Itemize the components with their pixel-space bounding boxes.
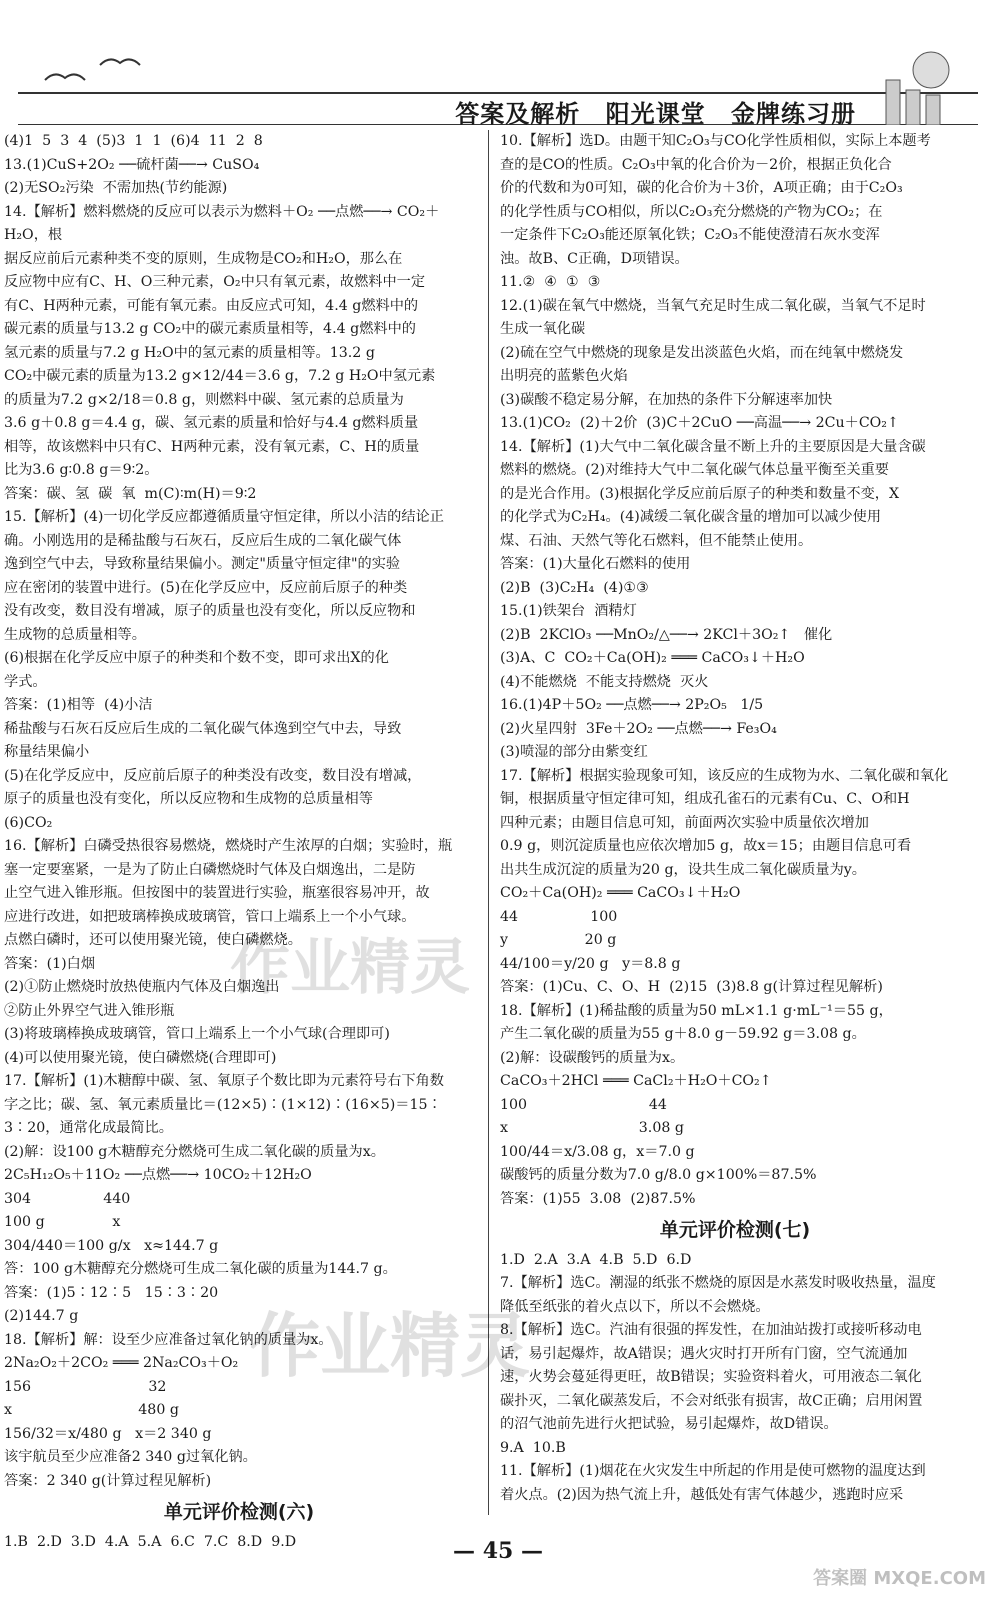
text-line: 的化学性质与CO相似，所以C₂O₃充分燃烧的产物为CO₂；在	[500, 203, 883, 220]
text-line: 碳酸钙的质量分数为7.0 g/8.0 g×100%＝87.5%	[500, 1167, 817, 1183]
text-line: 燃料的燃烧。(2)对维持大气中二氧化碳气体总量平衡至关重要	[500, 462, 889, 478]
text-line: (2)①防止燃烧时放热使瓶内气体及白烟逸出	[4, 979, 280, 995]
unit6-answers: 1.B 2.D 3.D 4.A 5.A 6.C 7.C 8.D 9.D	[4, 1533, 297, 1550]
text-line: 着火点。(2)因为热气流上升，越低处有害气体越少，逃跑时应采	[500, 1486, 904, 1503]
header-title-answers: 答案及解析	[455, 100, 581, 128]
text-line: (4)1 5 3 4 (5)3 1 1 (6)4 11 2 8	[4, 133, 263, 149]
text-line: 答案：(1)白烟	[4, 955, 96, 972]
text-line: 碳元素的质量与13.2 g CO₂中的碳元素质量相等，4.4 g燃料中的	[4, 321, 416, 337]
text-line: 17.【解析】根据实验现象可知，该反应的生成物为水、二氧化碳和氧化	[500, 767, 949, 784]
text-line: 查的是CO的性质。C₂O₃中氧的化合价为－2价，根据正负化合	[500, 156, 892, 173]
text-line: 铜，根据质量守恒定律可知，组成孔雀石的元素有Cu、C、O和H	[500, 791, 910, 807]
text-line: 18.【解析】(1)稀盐酸的质量为50 mL×1.1 g·mL⁻¹＝55 g，	[500, 1002, 893, 1019]
right-column	[500, 130, 970, 1507]
text-line: 44 100	[500, 908, 618, 925]
text-line: 100 44	[500, 1096, 667, 1113]
text-line: 稀盐酸与石灰石反应后生成的二氧化碳气体逸到空气中去，导致	[4, 720, 402, 737]
section-title-unit6: 单元评价检测(六)	[163, 1501, 315, 1523]
text-line: 100/44＝x/3.08 g，x＝7.0 g	[500, 1143, 695, 1160]
text-line: 有C、H两种元素，可能有氧元素。由反应式可知，4.4 g燃料中的	[4, 297, 419, 314]
text-line: 12.(1)碳在氧气中燃烧，当氧气充足时生成二氧化碳，当氧气不足时	[500, 297, 926, 314]
text-line: 塞一定要塞紧，一是为了防止白磷燃烧时气体及白烟逸出，二是防	[4, 861, 416, 878]
text-line: 降低至纸张的着火点以下，所以不会燃烧。	[500, 1298, 770, 1315]
text-line: 称量结果偏小	[4, 744, 90, 760]
text-line: (2)B (3)C₂H₄ (4)①③	[500, 579, 649, 596]
text-line: 止空气进入锥形瓶。但按图中的装置进行实验，瓶塞很容易冲开，故	[4, 885, 430, 901]
text-line: 1.D 2.A 3.A 4.B 5.D 6.D	[500, 1251, 692, 1268]
text-line: (5)在化学反应中，反应前后原子的种类没有改变，数目没有增减，	[4, 767, 422, 784]
text-line: 原子的质量也没有变化，所以反应物和生成物的总质量相等	[4, 791, 373, 807]
text-line: 产生二氧化碳的质量为55 g＋8.0 g－59.92 g＝3.08 g。	[500, 1026, 866, 1042]
text-line: (6)根据在化学反应中原子的种类和个数不变，即可求出X的化	[4, 650, 389, 666]
text-line: 比为3.6 g∶0.8 g＝9∶2。	[4, 462, 159, 478]
text-line: 18.【解析】解：设至少应准备过氧化钠的质量为x。	[4, 1331, 333, 1348]
text-line: 2Na₂O₂＋2CO₂ ═══ 2Na₂CO₃＋O₂	[4, 1355, 239, 1371]
text-line: (3)将玻璃棒换成玻璃管，管口上端系上一个小气球(合理即可)	[4, 1026, 390, 1042]
column-divider	[488, 130, 489, 1515]
text-line: 生成一氧化碳	[500, 321, 586, 337]
text-line: 答案：(1)55 3.08 (2)87.5%	[500, 1190, 696, 1207]
text-line: 速，火势会蔓延得更旺，故B错误；实验资料着火，可用液态二氧化	[500, 1369, 922, 1385]
text-line: 浊。故B、C正确，D项错误。	[500, 250, 689, 267]
text-line: (2)144.7 g	[4, 1308, 79, 1324]
header-title-series: 阳光课堂	[605, 100, 706, 128]
text-line: (2)解：设碳酸钙的质量为x。	[500, 1049, 685, 1066]
text-line: 11.② ④ ① ③	[500, 274, 601, 290]
text-line: 学式。	[4, 673, 47, 690]
text-line: 出明亮的蓝紫色火焰	[500, 368, 628, 384]
text-line: 13.(1)CuS+2O₂ ──硫杆菌──→ CuSO₄	[4, 156, 260, 173]
text-line: 11.【解析】(1)烟花在火灾发生中所起的作用是使可燃物的温度达到	[500, 1463, 926, 1479]
text-line: 氢元素的质量与7.2 g H₂O中的氢元素的质量相等。13.2 g	[4, 344, 375, 361]
text-line: 应在密闭的装置中进行。(5)在化学反应中，反应前后原子的种类	[4, 579, 408, 596]
text-line: (4)不能燃烧 不能支持燃烧 灭火	[500, 673, 709, 690]
text-line: 碳扑灭，二氧化碳蒸发后，不会对纸张有损害，故C正确；启用闲置	[500, 1392, 923, 1409]
text-line: 156/32＝x/480 g x＝2 340 g	[4, 1425, 212, 1442]
text-line: 304/440＝100 g/x x≈144.7 g	[4, 1237, 219, 1254]
text-line: x 480 g	[4, 1402, 179, 1418]
text-line: 17.【解析】(1)木糖醇中碳、氢、氧原子个数比即为元素符号右下角数	[4, 1073, 444, 1089]
left-column	[4, 130, 474, 1554]
text-line: 14.【解析】燃料燃烧的反应可以表示为燃料＋O₂ ──点燃──→ CO₂＋H₂O，根	[4, 203, 440, 243]
text-line: 的化学式为C₂H₄。(4)减缓二氧化碳含量的增加可以减少使用	[500, 509, 882, 525]
text-line: (3)喷湿的部分由紫变红	[500, 744, 648, 760]
text-line: 反应物中应有C、H、O三种元素，O₂中只有氧元素，故燃料中一定	[4, 274, 426, 290]
text-line: 没有改变，数目没有增减，原子的质量也没有变化，所以反应物和	[4, 603, 416, 619]
text-line: CO₂中碳元素的质量为13.2 g×12/44＝3.6 g，7.2 g H₂O中氢元素	[4, 368, 436, 384]
text-line: 15.(1)铁架台 酒精灯	[500, 603, 637, 619]
text-line: 16.【解析】白磷受热很容易燃烧，燃烧时产生浓厚的白烟；实验时，瓶	[4, 838, 453, 854]
header-titles	[439, 94, 856, 129]
right-text-lines	[500, 130, 970, 1211]
text-line: 逸到空气中去，导致称量结果偏小。测定"质量守恒定律"的实验	[4, 556, 401, 572]
text-line: 的是光合作用。(3)根据化学反应前后原子的种类和数量不变，X	[500, 485, 900, 502]
text-line: 3.6 g＋0.8 g＝4.4 g，碳、氢元素的质量和恰好与4.4 g燃料质量	[4, 415, 419, 431]
text-line: 答案：(1)相等 (4)小洁	[4, 697, 153, 713]
text-line: y 20 g	[500, 932, 617, 948]
text-line: 答案：(1)大量化石燃料的使用	[500, 556, 691, 572]
text-line: 答：100 g木糖醇充分燃烧可生成二氧化碳的质量为144.7 g。	[4, 1261, 397, 1277]
text-line: (2)硫在空气中燃烧的现象是发出淡蓝色火焰，而在纯氧中燃烧发	[500, 344, 904, 361]
text-line: x 3.08 g	[500, 1120, 684, 1136]
watermark-corner: 答案圈 MXQE.COM	[813, 1568, 986, 1589]
text-line: 该宇航员至少应准备2 340 g过氧化钠。	[4, 1449, 257, 1465]
text-line: 答案：碳、氢 碳 氧 m(C)∶m(H)＝9∶2	[4, 485, 257, 502]
text-line: 答案：(1)5∶12∶5 15∶3∶20	[4, 1284, 219, 1301]
text-line: 156 32	[4, 1378, 167, 1395]
text-line: 44/100＝y/20 g y＝8.8 g	[500, 955, 681, 972]
watermark-center-2: 作业精灵	[230, 933, 470, 1003]
text-line: 16.(1)4P＋5O₂ ──点燃──→ 2P₂O₅ 1/5	[500, 697, 764, 713]
section-title-unit7: 单元评价检测(七)	[659, 1219, 811, 1241]
text-line: 10.【解析】选D。由题干知C₂O₃与CO化学性质相似，实际上本题考	[500, 133, 931, 149]
text-line: 2C₅H₁₂O₅＋11O₂ ──点燃──→ 10CO₂＋12H₂O	[4, 1167, 312, 1183]
text-line: 点燃白磷时，还可以使用聚光镜，使白磷燃烧。	[4, 932, 302, 948]
text-line: (2)解：设100 g木糖醇充分燃烧可生成二氧化碳的质量为x。	[4, 1143, 385, 1160]
text-line: (3)A、C CO₂＋Ca(OH)₂ ═══ CaCO₃↓＋H₂O	[500, 650, 805, 666]
text-line: 100 g x	[4, 1214, 121, 1230]
text-line: 9.A 10.B	[500, 1439, 566, 1456]
text-line: 煤、石油、天然气等化石燃料，但不能禁止使用。	[500, 532, 813, 549]
text-line: (4)可以使用聚光镜，使白磷燃烧(合理即可)	[4, 1049, 277, 1066]
text-line: 相等，故该燃料中只有C、H两种元素，没有氧元素，C、H的质量	[4, 438, 420, 455]
text-line: 8.【解析】选C。汽油有很强的挥发性，在加油站拨打或接听移动电	[500, 1322, 922, 1338]
text-line: 的沼气池前先进行火把试验，易引起爆炸，故D错误。	[500, 1416, 838, 1432]
text-line: 0.9 g，则沉淀质量也应依次增加5 g，故x＝15；由题目信息可看	[500, 838, 912, 854]
text-line: 据反应前后元素种类不变的原则，生成物是CO₂和H₂O，那么在	[4, 250, 403, 267]
text-line: 7.【解析】选C。潮湿的纸张不燃烧的原因是水蒸发时吸收热量，温度	[500, 1275, 936, 1291]
watermark-center: 作业精灵	[250, 1305, 530, 1387]
text-line: 字之比；碳、氢、氧元素质量比＝(12×5)∶(1×12)∶(16×5)＝15∶	[4, 1096, 442, 1113]
text-line: (2)火星四射 3Fe＋2O₂ ──点燃──→ Fe₃O₄	[500, 720, 777, 737]
text-line: 一定条件下C₂O₃能还原氧化铁；C₂O₃不能使澄清石灰水变浑	[500, 227, 880, 243]
text-line: 3∶20，通常化成最简比。	[4, 1120, 173, 1136]
text-line: 15.【解析】(4)一切化学反应都遵循质量守恒定律，所以小洁的结论正	[4, 509, 444, 525]
text-line: 答案：2 340 g(计算过程见解析)	[4, 1472, 212, 1489]
text-line: (2)无SO₂污染 不需加热(节约能源)	[4, 180, 228, 196]
text-line: 四种元素；由题目信息可知，前面两次实验中质量依次增加	[500, 814, 869, 831]
text-line: CaCO₃＋2HCl ═══ CaCl₂＋H₂O＋CO₂↑	[500, 1073, 772, 1089]
text-line: 答案：(1)Cu、C、O、H (2)15 (3)8.8 g(计算过程见解析)	[500, 979, 883, 995]
text-line: 304 440	[4, 1190, 131, 1207]
page-number: — 45 —	[453, 1538, 543, 1564]
left-text-lines	[4, 130, 474, 1493]
text-line: 14.【解析】(1)大气中二氧化碳含量不断上升的主要原因是大量含碳	[500, 438, 926, 455]
birds-decoration-icon	[40, 50, 150, 90]
page-header	[0, 0, 996, 128]
text-line: 13.(1)CO₂ (2)＋2价 (3)C＋2CuO ──高温──→ 2Cu＋CO₂↑	[500, 415, 899, 431]
header-logo-icon	[876, 40, 966, 125]
text-line: (3)碳酸不稳定易分解，在加热的条件下分解速率加快	[500, 391, 833, 408]
text-line: CO₂＋Ca(OH)₂ ═══ CaCO₃↓＋H₂O	[500, 885, 741, 901]
header-title-book: 金牌练习册	[731, 100, 856, 128]
text-line: 价的代数和为0可知，碳的化合价为＋3价，A项正确；由于C₂O₃	[500, 180, 903, 196]
unit7-text-lines	[500, 1249, 970, 1508]
text-line: ②防止外界空气进入锥形瓶	[4, 1002, 175, 1019]
text-line: (6)CO₂	[4, 814, 53, 831]
text-line: 确。小刚选用的是稀盐酸与石灰石，反应后生成的二氧化碳气体	[4, 532, 402, 549]
text-line: (2)B 2KClO₃ ──MnO₂/△──→ 2KCl＋3O₂↑ 催化	[500, 626, 833, 643]
text-line: 话，易引起爆炸，故A错误；遇火灾时打开所有门窗，空气流通加	[500, 1345, 908, 1362]
text-line: 的质量为7.2 g×2/18＝0.8 g，则燃料中碳、氢元素的总质量为	[4, 391, 404, 408]
text-line: 应进行改进，如把玻璃棒换成玻璃管，管口上端系上一个小气球。	[4, 908, 416, 925]
text-line: 出共生成沉淀的质量为20 g，设共生成二氧化碳质量为y。	[500, 861, 866, 878]
text-line: 生成物的总质量相等。	[4, 626, 146, 643]
